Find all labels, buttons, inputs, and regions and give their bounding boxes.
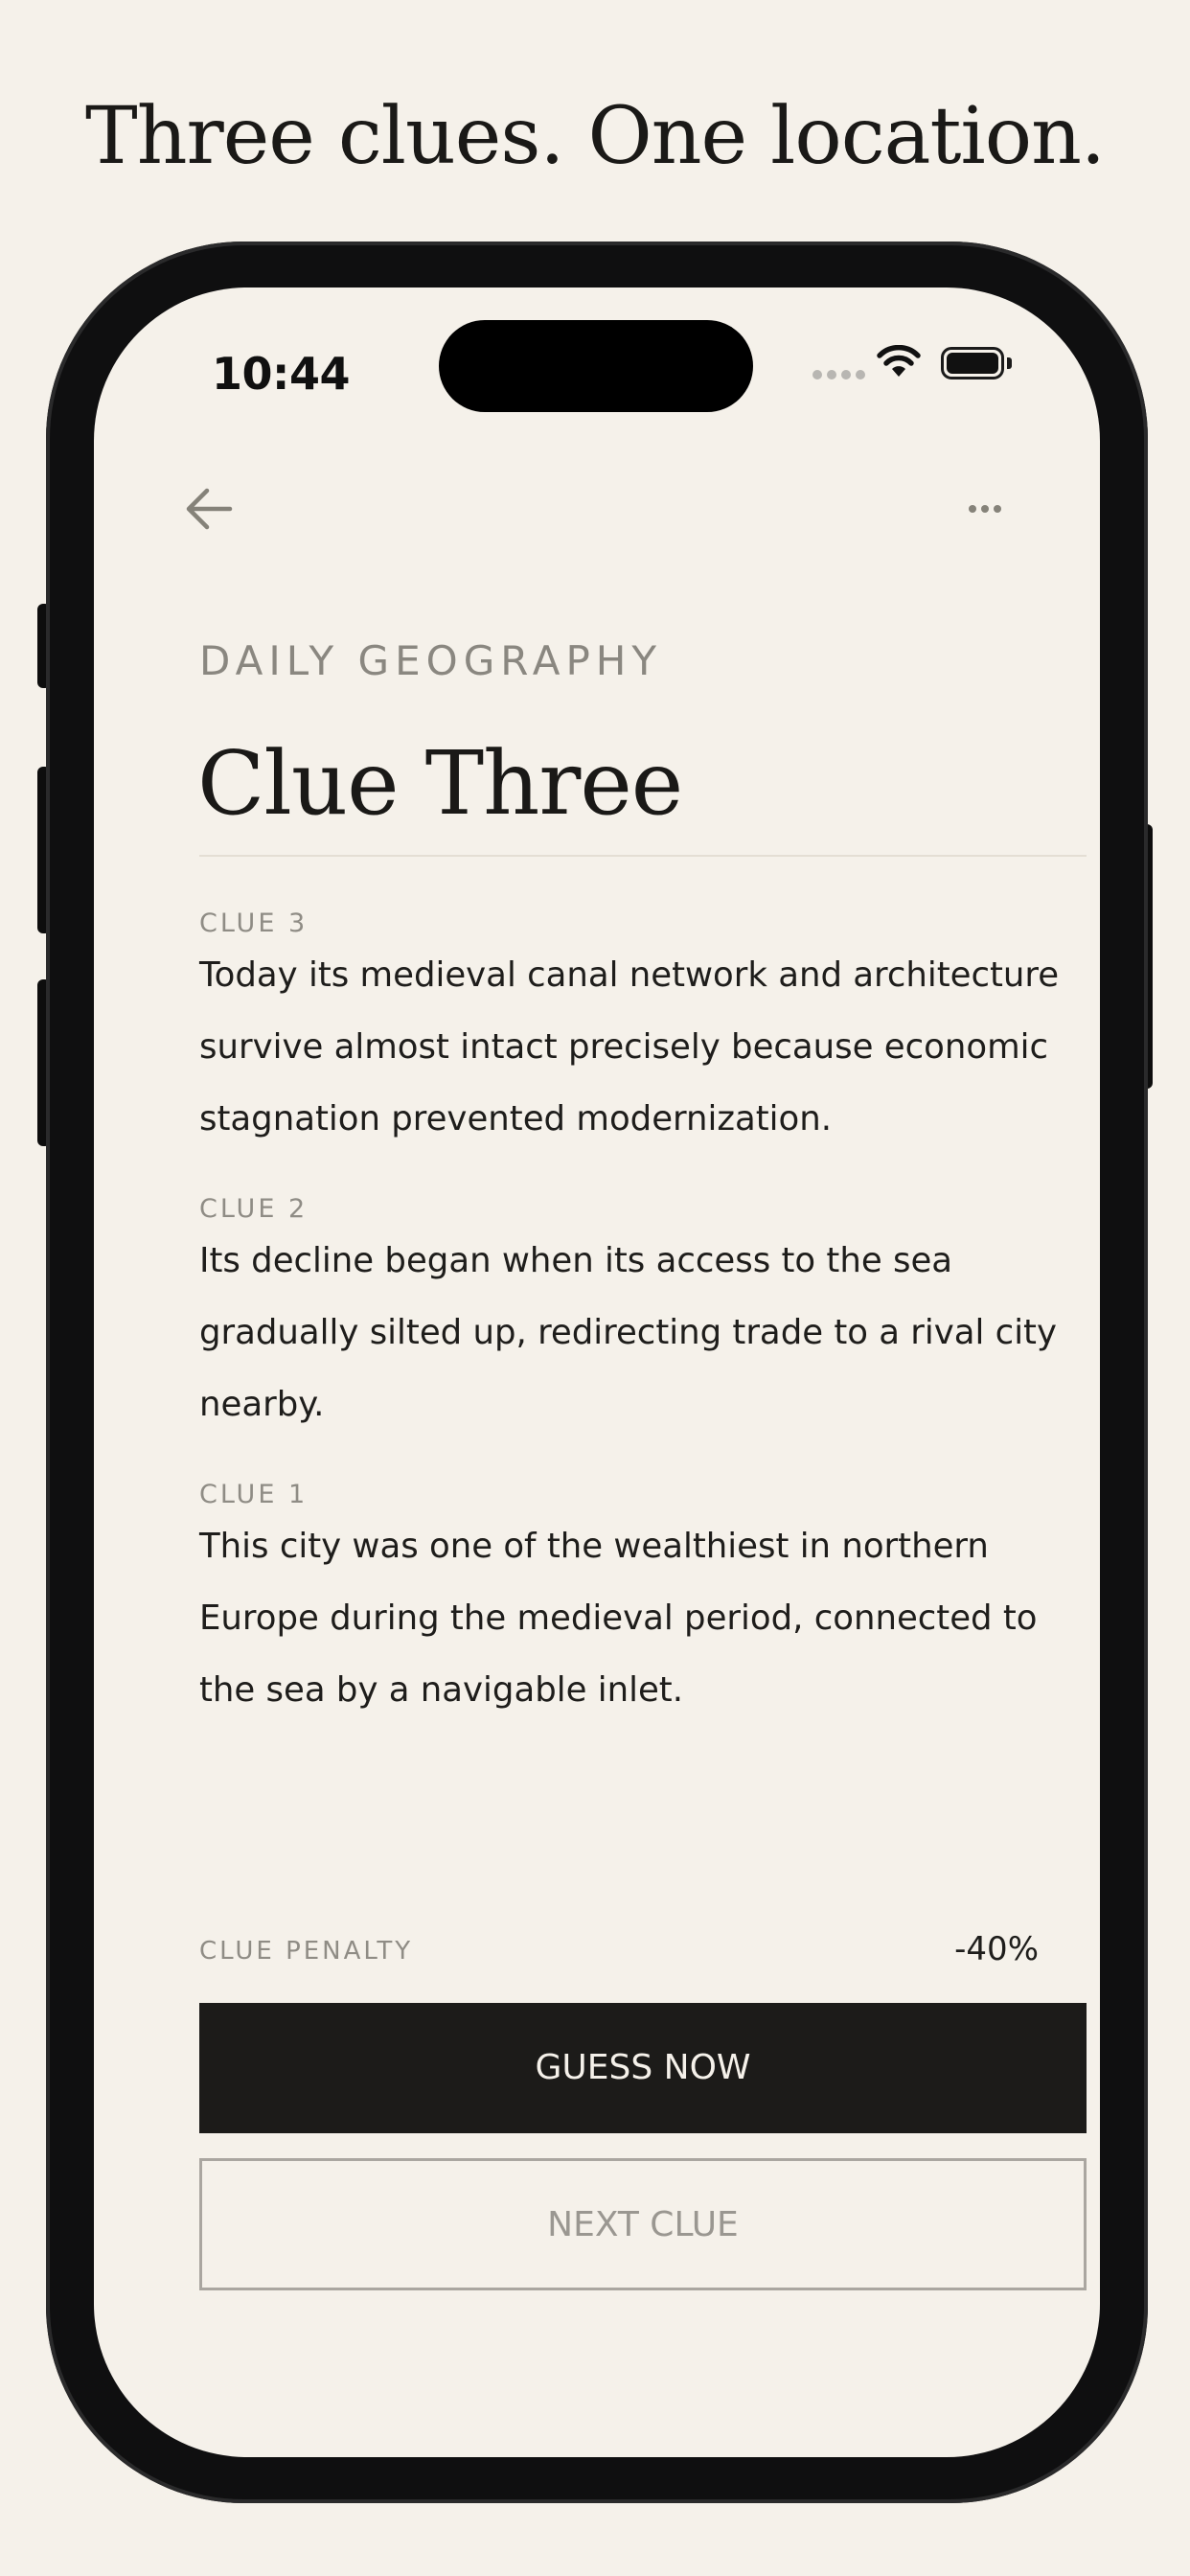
battery-icon	[941, 347, 1004, 380]
clue-text: Today its medieval canal network and architecture survive almost intact precisely because economic stagnation prevented modernization.	[199, 955, 1060, 1138]
clue-penalty-value: -40%	[954, 1930, 1039, 1968]
battery-level	[947, 353, 998, 374]
wifi-icon	[876, 345, 922, 380]
status-time: 10:44	[212, 348, 350, 400]
clue-text: Its decline began when its access to the sea gradually silted up, redirecting trade to a rival city nearby.	[199, 1241, 1057, 1424]
category-eyebrow: DAILY GEOGRAPHY	[199, 637, 663, 684]
next-clue-button[interactable]: NEXT CLUE	[199, 2158, 1087, 2290]
clue-penalty-label: CLUE PENALTY	[199, 1937, 414, 1966]
phone-frame	[46, 242, 1148, 2503]
clue-text: This city was one of the wealthiest in northern Europe during the medieval period, connected to the sea by a navigable inlet.	[199, 1527, 1038, 1710]
arrow-left-icon[interactable]	[176, 475, 243, 542]
cellular-signal-icon	[812, 370, 866, 381]
ellipsis-icon[interactable]	[956, 487, 1014, 531]
battery-cap	[1007, 357, 1012, 369]
guess-now-button[interactable]: GUESS NOW	[199, 2003, 1087, 2133]
phone-screen	[94, 288, 1100, 2457]
divider	[199, 855, 1087, 857]
marketing-headline: Three clues. One location.	[85, 91, 1105, 182]
clue-label: CLUE 1	[199, 1480, 309, 1509]
dynamic-island	[439, 320, 753, 412]
clue-label: CLUE 2	[199, 1194, 309, 1224]
clue-label: CLUE 3	[199, 908, 309, 938]
page-title: Clue Three	[197, 732, 683, 835]
